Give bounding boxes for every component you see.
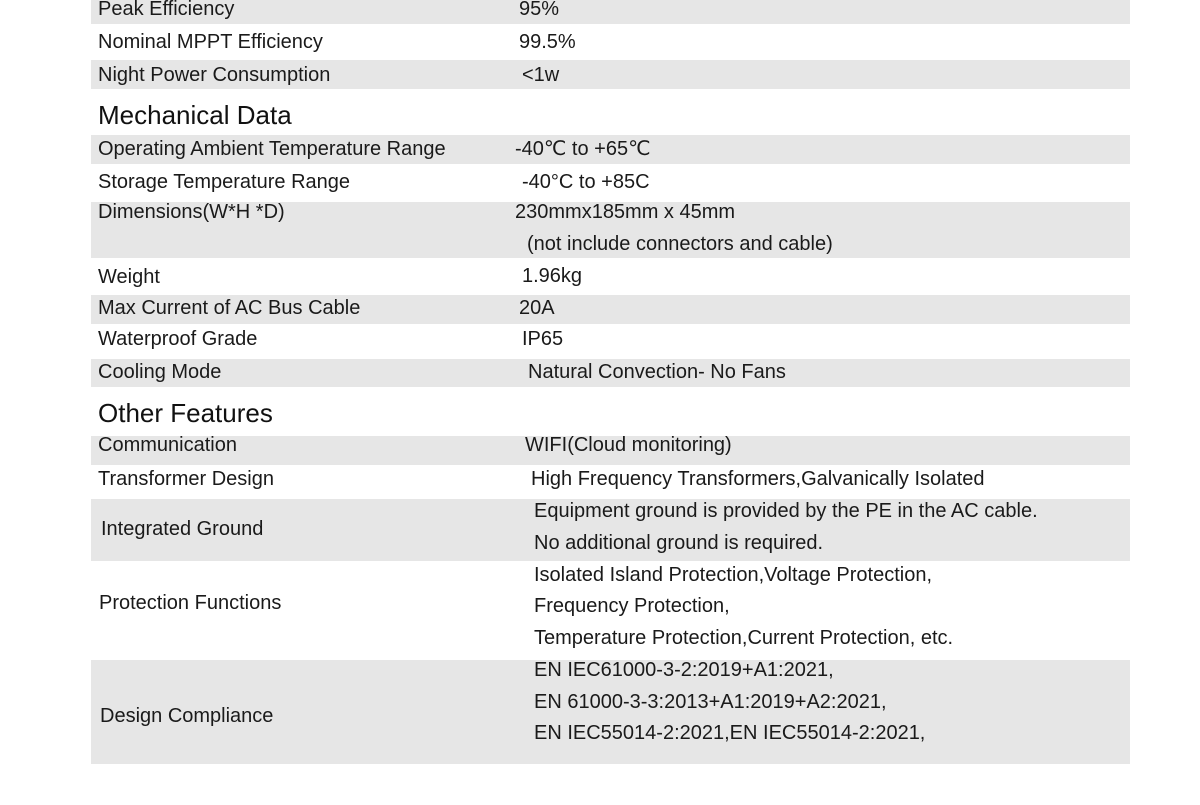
spec-row-operating-temp (91, 135, 1130, 164)
spec-value-line: Frequency Protection, (534, 595, 730, 617)
spec-value: High Frequency Transformers,Galvanically Isolated (531, 468, 985, 490)
spec-value-line: Temperature Protection,Current Protection, etc. (534, 627, 954, 649)
spec-label: Communication (98, 434, 237, 456)
spec-value: <1w (522, 64, 560, 86)
spec-row-mppt-efficiency (91, 27, 1130, 56)
spec-value-line: EN 61000-3-3:2013+A1:2019+A2:2021, (534, 691, 887, 713)
spec-value: -40°C to +85C (522, 171, 650, 193)
spec-value: 20A (519, 297, 555, 319)
spec-row-communication (91, 436, 1130, 465)
spec-row-storage-temp (91, 167, 1130, 197)
spec-value: Natural Convection- No Fans (528, 361, 786, 383)
section-heading-other: Other Features (98, 398, 273, 428)
spec-row-compliance (91, 660, 1130, 764)
spec-label: Design Compliance (100, 705, 274, 727)
spec-value-line: Isolated Island Protection,Voltage Protection, (534, 564, 933, 586)
spec-row-weight (91, 262, 1130, 292)
spec-label: Waterproof Grade (98, 328, 258, 350)
section-heading-mechanical: Mechanical Data (98, 100, 292, 130)
spec-label: Nominal MPPT Efficiency (98, 31, 323, 53)
spec-value-line: EN IEC55014-2:2021,EN IEC55014-2:2021, (534, 722, 926, 744)
spec-label: Peak Efficiency (98, 0, 235, 20)
spec-value-line: No additional ground is required. (534, 532, 824, 554)
spec-row-dimensions (91, 202, 1130, 258)
spec-label: Protection Functions (99, 592, 282, 614)
spec-label: Weight (98, 266, 160, 288)
spec-row-cooling (91, 359, 1130, 387)
spec-value-line: Equipment ground is provided by the PE in the AC cable. (534, 500, 1038, 522)
spec-value: 95% (519, 0, 560, 20)
spec-label: Transformer Design (98, 468, 274, 490)
spec-value-note: (not include connectors and cable) (527, 233, 833, 255)
spec-row-waterproof (91, 327, 1130, 356)
spec-row-protection (91, 561, 1130, 658)
spec-label: Max Current of AC Bus Cable (98, 297, 361, 319)
spec-row-integrated-ground (91, 499, 1130, 561)
spec-value: 1.96kg (522, 265, 583, 287)
spec-label: Storage Temperature Range (98, 171, 351, 193)
spec-row-night-power (91, 60, 1130, 89)
spec-row-max-current (91, 295, 1130, 324)
spec-row-transformer (91, 467, 1130, 497)
spec-label: Cooling Mode (98, 361, 222, 383)
spec-label: Operating Ambient Temperature Range (98, 138, 446, 160)
spec-value-line: EN IEC61000-3-2:2019+A1:2021, (534, 659, 834, 681)
spec-value: -40℃ to +65℃ (515, 138, 651, 160)
spec-label: Dimensions(W*H *D) (98, 201, 285, 223)
spec-value: 230mmx185mm x 45mm (515, 201, 736, 223)
spec-value: WIFI(Cloud monitoring) (525, 434, 732, 456)
spec-label: Integrated Ground (101, 518, 264, 540)
spec-row-peak-efficiency (91, 0, 1130, 24)
spec-value: IP65 (522, 328, 564, 350)
spec-label: Night Power Consumption (98, 64, 331, 86)
spec-value: 99.5% (519, 31, 576, 53)
